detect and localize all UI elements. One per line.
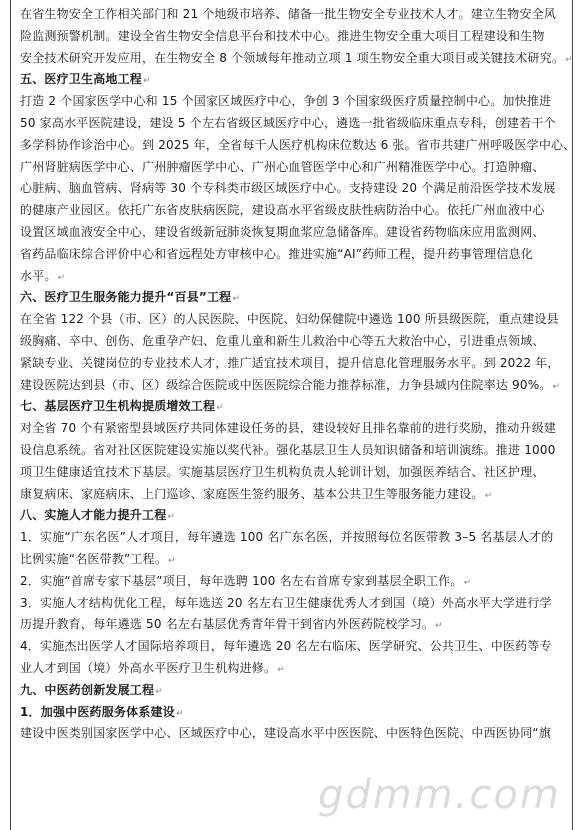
line-text: 广州肾脏病医学中心、广州肿瘤医学中心、广州心血管医学中心和广州精准医学中心。打造肿瘤、 <box>20 159 545 174</box>
paragraph-mark-icon: ↵ <box>484 490 493 501</box>
section-heading <box>20 680 567 702</box>
paragraph-line <box>20 723 567 745</box>
paragraph-line <box>20 91 567 113</box>
paragraph-line <box>20 48 573 70</box>
paragraph-mark-icon: ↵ <box>167 512 176 523</box>
line-text: 康复病床、家庭病床、上门巡诊、家庭医生签约服务、基本公共卫生等服务能力建设。 <box>20 486 484 501</box>
line-text: 1．实施“广东名医”人才项目，每年遴选 100 名广东名医，并按照每位名医带教 3–5 名基层人才的 <box>20 530 554 545</box>
line-text: 设信息系统。省对社区医院建设实施以奖代补。强化基层卫生人员知识储备和培训演练。推进 1000 <box>20 442 556 457</box>
line-text: 历提升教育，每年遴选 50 名左右基层优秀青年骨干到省内外医药院校学习。 <box>20 617 435 632</box>
line-text: 多学科协作诊治中心。到 2025 年，全省每千人医疗机构床位数达 6 张。省市共建广州呼吸医学中心、 <box>20 137 576 152</box>
paragraph-mark-icon: ↵ <box>143 76 151 87</box>
line-text: 七、基层医疗卫生机构提质增效工程 <box>20 399 216 414</box>
line-text: 级胸痛、卒中、创伤、危重孕产妇、危重儿童和新生儿救治中心等五大救治中心，引进重点领域、 <box>20 333 545 348</box>
line-text: 在全省 122 个县（市、区）的人民医院、中医院、妇幼保健院中遴选 100 所县级医院，重点建设县 <box>20 312 559 327</box>
paragraph-line <box>20 331 567 353</box>
paragraph-mark-icon: ↵ <box>216 403 224 414</box>
line-text: 打造 2 个国家医学中心和 15 个国家区域医疗中心，争创 3 个国家级医疗质量控制中心。加快推进 <box>20 94 552 109</box>
document-body <box>20 4 576 745</box>
line-text: 设置区域血液安全中心，建设省级新冠肺炎恢复期血浆应急储备库。建设省药物临床应用监测网、 <box>20 224 545 239</box>
paragraph-line <box>20 157 567 179</box>
line-text: 建设中医类别国家医学中心、区域医疗中心，建设高水平中医医院、中医特色医院、中西医协同“旗 <box>20 726 552 741</box>
line-text: 紧缺专业、关键岗位的专业技术人才，推广适宜技术项目，提升信息化管理服务水平。到 2022 年， <box>20 355 560 370</box>
paragraph-line <box>20 593 567 615</box>
paragraph-line <box>20 178 567 200</box>
paragraph-mark-icon: ↵ <box>155 686 163 697</box>
line-text: 六、医疗卫生服务能力提升“百县”工程 <box>20 290 232 305</box>
paragraph-mark-icon: ↵ <box>175 708 184 719</box>
table-border-right <box>572 0 573 830</box>
line-text: 4．实施杰出医学人才国际培养项目，每年遴选 20 名左右临床、医学研究、公共卫生、中医药等专 <box>20 639 552 654</box>
paragraph-line <box>20 26 567 48</box>
paragraph-mark-icon: ↵ <box>168 555 176 566</box>
paragraph-line <box>20 549 567 571</box>
paragraph-line <box>20 353 567 375</box>
paragraph-mark-icon: ↵ <box>552 381 561 392</box>
paragraph-line <box>20 135 576 157</box>
paragraph-line <box>20 200 567 222</box>
paragraph-line <box>20 309 567 331</box>
table-border-left <box>10 0 11 830</box>
line-text: 3．实施人才结构优化工程，每年选送 20 名左右卫生健康优秀人才到国（境）外高水平大学进行学 <box>20 595 552 610</box>
paragraph-line <box>20 484 567 506</box>
section-heading <box>20 287 567 309</box>
paragraph-mark-icon: ↵ <box>565 54 573 65</box>
line-text: 九、中医药创新发展工程 <box>20 682 155 697</box>
paragraph-mark-icon: ↵ <box>232 294 241 305</box>
line-text: 建设医院达到县（市、区）级综合医院或中医医院综合能力推荐标准，力争县域内住院率达 90%。 <box>20 377 552 392</box>
watermark-logo: gdmm.com <box>318 772 561 818</box>
paragraph-line <box>20 4 567 26</box>
paragraph-line <box>20 527 567 549</box>
paragraph-mark-icon: ↵ <box>277 664 285 675</box>
line-text: 对全省 70 个有紧密型县域医疗共同体建设任务的县，建设较好且排名靠前的进行奖励，推动升级建 <box>20 421 557 436</box>
paragraph-mark-icon: ↵ <box>435 621 443 632</box>
line-text: 险监测预警机制。建设全省生物安全信息平台和技术中心。推进生物安全重大项目工程建设和生物 <box>20 28 545 43</box>
paragraph-mark-icon: ↵ <box>463 577 472 588</box>
line-text: 五、医疗卫生高地工程 <box>20 72 143 87</box>
paragraph-line <box>20 636 567 658</box>
line-text: 2．实施“首席专家下基层”项目，每年选聘 100 名左右首席专家到基层全职工作。 <box>20 573 463 588</box>
paragraph-line <box>20 266 567 288</box>
paragraph-line <box>20 571 567 593</box>
line-text: 安全技术研究开发应用，在生物安全 8 个领域每年推动立项 1 项生物安全重大项目或关键技术研究。 <box>20 50 565 65</box>
section-heading <box>20 69 567 91</box>
line-text: 心脏病、脑血管病、肾病等 30 个专科类市级区域医疗中心。支持建设 20 个满足前沿医学技术发展 <box>20 181 556 196</box>
paragraph-line <box>20 440 567 462</box>
section-heading <box>20 396 567 418</box>
paragraph-line <box>20 614 567 636</box>
line-text: 省药品临床综合评价中心和省远程处方审核中心。推进实施“AI”药师工程，提升药事管理信息化 <box>20 246 533 261</box>
section-heading <box>20 505 567 527</box>
section-heading <box>20 702 567 724</box>
line-text: 业人才到国（境）外高水平医疗卫生机构进修。 <box>20 660 277 675</box>
paragraph-line <box>20 375 567 397</box>
line-text: 50 家高水平医院建设，建设 5 个左右省级区域医疗中心，遴选一批省级临床重点专科，创建若干个 <box>20 115 556 130</box>
paragraph-line <box>20 658 567 680</box>
paragraph-line <box>20 113 567 135</box>
line-text: 的健康产业园区。依托广东省皮肤病医院，建设高水平省级皮肤性病防治中心。依托广州血液中心 <box>20 203 545 218</box>
paragraph-line <box>20 462 567 484</box>
paragraph-line <box>20 244 567 266</box>
paragraph-line <box>20 418 567 440</box>
line-text: 在省生物安全工作相关部门和 21 个地级市培养、储备一批生物安全专业技术人才。建立生物安全风 <box>20 7 557 21</box>
line-text: 项卫生健康适宜技术下基层。实施基层医疗卫生机构负责人轮训计划，加强医养结合、社区护理、 <box>20 464 545 479</box>
line-text: 1．加强中医药服务体系建设 <box>20 704 175 719</box>
line-text: 比例实施“名医带教”工程。 <box>20 551 168 566</box>
line-text: 水平。 <box>20 268 57 283</box>
paragraph-mark-icon: ↵ <box>57 272 66 283</box>
line-text: 八、实施人才能力提升工程 <box>20 508 167 523</box>
paragraph-line <box>20 222 567 244</box>
